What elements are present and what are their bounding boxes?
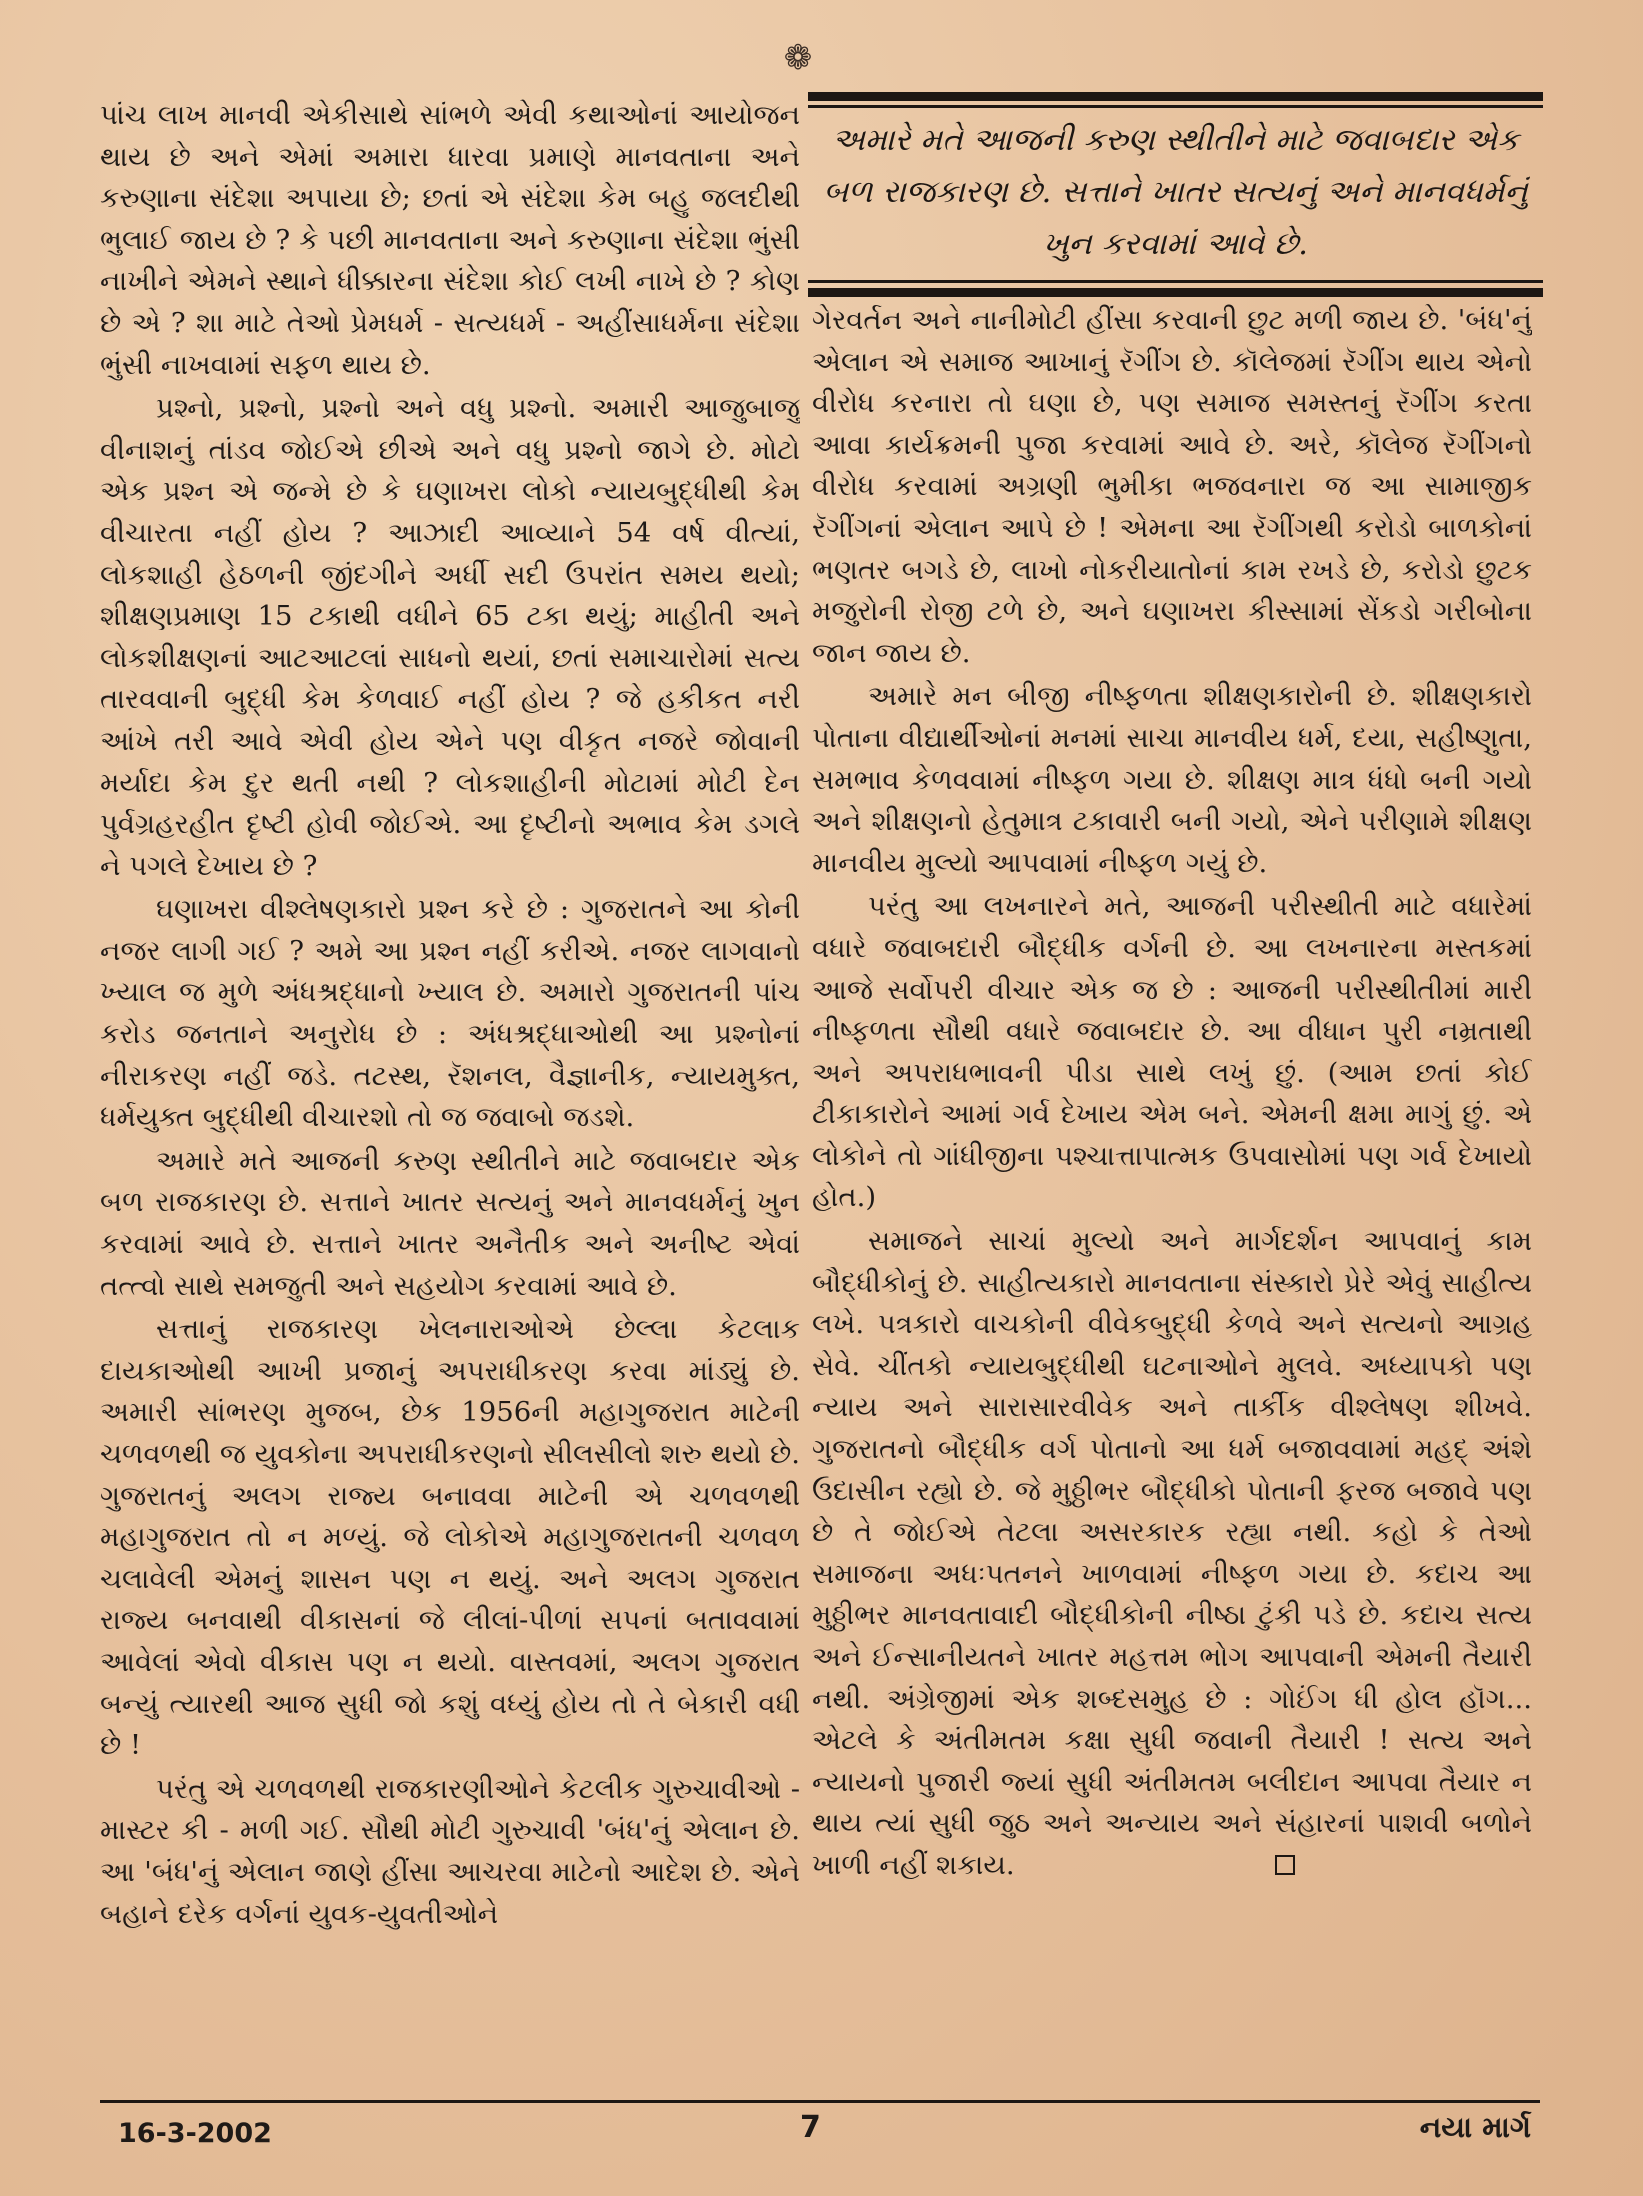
paragraph: અમારે મતે આજની કરુણ સ્થીતીને માટે જવાબદાર એક બળ રાજકારણ છે. સત્તાને ખાતર સત્યનું અને માનવધર્મનું ખુન કરવામાં આવે છે. સત્તાને ખાતર અનૈતીક અને અનીષ્ટ એવાં તત્ત્વો સાથે સમજુતી અને સહયોગ કરવામાં આવે છે.	[100, 1144, 800, 1302]
page-number: 7	[800, 2110, 821, 2145]
paragraph: ઘણાખરા વીશ્લેષણકારો પ્રશ્ન કરે છે : ગુજરાતને આ કોની નજર લાગી ગઈ ? અમે આ પ્રશ્ન નહીં કરીએ. નજર લાગવાનો ખ્યાલ જ મુળે અંધશ્રદ્ધાનો ખ્યાલ છે. અમારો ગુજરાતની પાંચ કરોડ જનતાને અનુરોધ છે : અંધશ્રદ્ધાઓથી આ પ્રશ્નોનાં નીરાકરણ નહીં જડે. તટસ્થ, રૅશનલ, વૈજ્ઞાનીક, ન્યાયમુક્ત, ધર્મયુક્ત બુદ્ધીથી વીચારશો તો જ જવાબો જડશે.	[100, 893, 800, 1134]
pull-quote-bottom-rule	[808, 288, 1543, 297]
issue-date: 16-3-2002	[118, 2118, 272, 2149]
pull-quote-bottom-thin-rule	[808, 280, 1543, 283]
paragraph: પાંચ લાખ માનવી એકીસાથે સાંભળે એવી કથાઓનાં આયોજન થાય છે અને એમાં અમારા ધારવા પ્રમાણે માનવતાના અને કરુણાના સંદેશા અપાયા છે; છતાં એ સંદેશા કેમ બહુ જલદીથી ભુલાઈ જાય છે ? કે પછી માનવતાના અને કરુણાના સંદેશા ભુંસી નાખીને એમને સ્થાને ધીક્કારના સંદેશા કોઈ લખી નાખે છે ? કોણ છે એ ? શા માટે તેઓ પ્રેમધર્મ - સત્યધર્મ - અહીંસાધર્મના સંદેશા ભુંસી નાખવામાં સફળ થાય છે.	[100, 99, 800, 381]
paragraph: સત્તાનું રાજકારણ ખેલનારાઓએ છેલ્લા કેટલાક દાયકાઓથી આખી પ્રજાનું અપરાધીકરણ કરવા માંડ્યું છે. અમારી સાંભરણ મુજબ, છેક 1956ની મહાગુજરાત માટેની ચળવળથી જ યુવકોના અપરાધીકરણનો સીલસીલો શરુ થયો છે. ગુજરાતનું અલગ રાજ્ય બનાવવા માટેની એ ચળવળથી મહાગુજરાત તો ન મળ્યું. જે લોકોએ મહાગુજરાતની ચળવળ ચલાવેલી એમનું શાસન પણ ન થયું. અને અલગ ગુજરાત રાજ્ય બનવાથી વીકાસનાં જે લીલાં-પીળાં સપનાં બતાવવામાં આવેલાં એવો વીકાસ પણ ન થયો. વાસ્તવમાં, અલગ ગુજરાત બન્યું ત્યારથી આજ સુધી જો કશું વધ્યું હોય તો તે બેકારી વધી છે !	[100, 1313, 800, 1762]
left-column	[100, 95, 800, 2090]
end-mark-icon	[1275, 1855, 1295, 1875]
pull-quote-top-thin-rule	[808, 105, 1543, 108]
publication-name: નયા માર્ગ	[1419, 2110, 1531, 2144]
paragraph: અમારે મન બીજી નીષ્ફળતા શીક્ષણકારોની છે. શીક્ષણકારો પોતાના વીદ્યાર્થીઓનાં મનમાં સાચા માનવીય ધર્મ, દયા, સહીષ્ણુતા, સમભાવ કેળવવામાં નીષ્ફળ ગયા છે. શીક્ષણ માત્ર ધંધો બની ગયો અને શીક્ષણનો હેતુમાત્ર ટકાવારી બની ગયો, એને પરીણામે શીક્ષણ માનવીય મુલ્યો આપવામાં નીષ્ફળ ગયું છે.	[812, 680, 1532, 879]
paragraph: પરંતુ આ લખનારને મતે, આજની પરીસ્થીતી માટે વધારેમાં વધારે જવાબદારી બૌદ્ધીક વર્ગની છે. આ લખનારના મસ્તકમાં આજે સર્વોપરી વીચાર એક જ છે : આજની પરીસ્થીતીમાં મારી નીષ્ફળતા સૌથી વધારે જવાબદાર છે. આ વીધાન પુરી નમ્રતાથી અને અપરાધભાવની પીડા સાથે લખું છું. (આમ છતાં કોઈ ટીકાકારોને આમાં ગર્વ દેખાય એમ બને. એમની ક્ષમા માગું છું. એ લોકોને તો ગાંધીજીના પશ્ચાત્તાપાત્મક ઉપવાસોમાં પણ ગર્વ દેખાયો હોત.)	[812, 890, 1532, 1214]
pull-quote-top-rule	[808, 92, 1543, 101]
paragraph-text: સમાજને સાચાં મુલ્યો અને માર્ગદર્શન આપવાનું કામ બૌદ્ધીકોનું છે. સાહીત્યકારો માનવતાના સંસ્કારો પ્રેરે એવું સાહીત્ય લખે. પત્રકારો વાચકોની વીવેકબુદ્ધી કેળવે અને સત્યનો આગ્રહ સેવે. ચીંતકો ન્યાયબુદ્ધીથી ઘટનાઓને મુલવે. અધ્યાપકો પણ ન્યાય અને સારાસારવીવેક અને તાર્કીક વીશ્લેષણ શીખવે. ગુજરાતનો બૌદ્ધીક વર્ગ પોતાનો આ ધર્મ બજાવવામાં મહદ્ અંશે ઉદાસીન રહ્યો છે. જે મુઠ્ઠીભર બૌદ્ધીકો પોતાની ફરજ બજાવે પણ છે તે જોઈએ તેટલા અસરકારક રહ્યા નથી. કહો કે તેઓ સમાજના અધઃપતનને ખાળવામાં નીષ્ફળ ગયા છે. કદાચ આ મુઠ્ઠીભર માનવતાવાદી બૌદ્ધીકોની નીષ્ઠા ટુંકી પડે છે. કદાચ સત્ય અને ઈન્સાનીયતને ખાતર મહત્તમ ભોગ આપવાની એમની તૈયારી નથી. અંગ્રેજીમાં એક શબ્દસમુહ છે : ગોઈંગ ધી હોલ હૉગ... એટલે કે અંતીમતમ કક્ષા સુધી જવાની તૈયારી ! સત્ય અને ન્યાયનો પુજારી જ્યાં સુધી અંતીમતમ બલીદાન આપવા તૈયાર ન થાય ત્યાં સુધી જુઠ અને અન્યાય અને સંહારનાં પાશવી બળોને ખાળી નહીં શકાય.	[812, 1225, 1532, 1881]
pull-quote	[808, 92, 1543, 298]
paragraph: પ્રશ્નો, પ્રશ્નો, પ્રશ્નો અને વધુ પ્રશ્નો. અમારી આજુબાજુ વીનાશનું તાંડવ જોઈએ છીએ અને વધુ પ્રશ્નો જાગે છે. મોટો એક પ્રશ્ન એ જન્મે છે કે ઘણાખરા લોકો ન્યાયબુદ્ધીથી કેમ વીચારતા નહીં હોય ? આઝાદી આવ્યાને 54 વર્ષ વીત્યાં, લોકશાહી હેઠળની જીંદગીને અર્ધી સદી ઉપરાંત સમય થયો; શીક્ષણપ્રમાણ 15 ટકાથી વધીને 65 ટકા થયું; માહીતી અને લોકશીક્ષણનાં આટઆટલાં સાધનો થયાં, છતાં સમાચારોમાં સત્ય તારવવાની બુદ્ધી કેમ કેળવાઈ નહીં હોય ? જે હકીકત નરી આંખે તરી આવે એવી હોય એને પણ વીકૃત નજરે જોવાની મર્યાદા કેમ દુર થતી નથી ? લોકશાહીની મોટામાં મોટી દેન પુર્વગ્રહરહીત દૃષ્ટી હોવી જોઈએ. આ દૃષ્ટીનો અભાવ કેમ ડગલે ને પગલે દેખાય છે ?	[100, 392, 800, 882]
paragraph: ગેરવર્તન અને નાનીમોટી હીંસા કરવાની છુટ મળી જાય છે. 'બંધ'નું એલાન એ સમાજ આખાનું રૅગીંગ છે. કૉલેજમાં રૅગીંગ થાય એનો વીરોધ કરનારા તો ઘણા છે, પણ સમાજ સમસ્તનું રૅગીંગ કરતા આવા કાર્યક્રમની પુજા કરવામાં આવે છે. અરે, કૉલેજ રૅગીંગનો વીરોધ કરવામાં અગ્રણી ભુમીકા ભજવનારા જ આ સામાજીક રૅગીંગનાં એલાન આપે છે ! એમના આ રૅગીંગથી કરોડો બાળકોનાં ભણતર બગડે છે, લાખો નોકરીયાતોનાં કામ રખડે છે, કરોડો છુટક મજુરોની રોજી ટળે છે, અને ઘણાખરા કીસ્સામાં સેંકડો ગરીબોના જાન જાય છે.	[812, 304, 1532, 669]
pull-quote-text: અમારે મતે આજની કરુણ સ્થીતીને માટે જવાબદાર એક બળ રાજકારણ છે. સત્તાને ખાતર સત્યનું અને માનવધર્મનું ખુન કરવામાં આવે છે.	[823, 122, 1528, 262]
right-column	[812, 300, 1532, 2100]
footer-rule	[100, 2100, 1540, 2103]
ornament-icon: ❁	[783, 38, 813, 78]
paragraph	[812, 1221, 1532, 1887]
paragraph: પરંતુ એ ચળવળથી રાજકારણીઓને કેટલીક ગુરુચાવીઓ - માસ્ટર કી - મળી ગઈ. સૌથી મોટી ગુરુચાવી 'બંધ'નું એલાન છે. આ 'બંધ'નું એલાન જાણે હીંસા આચરવા માટેનો આદેશ છે. એને બહાને દરેક વર્ગનાં યુવક-યુવતીઓને	[100, 1772, 800, 1930]
